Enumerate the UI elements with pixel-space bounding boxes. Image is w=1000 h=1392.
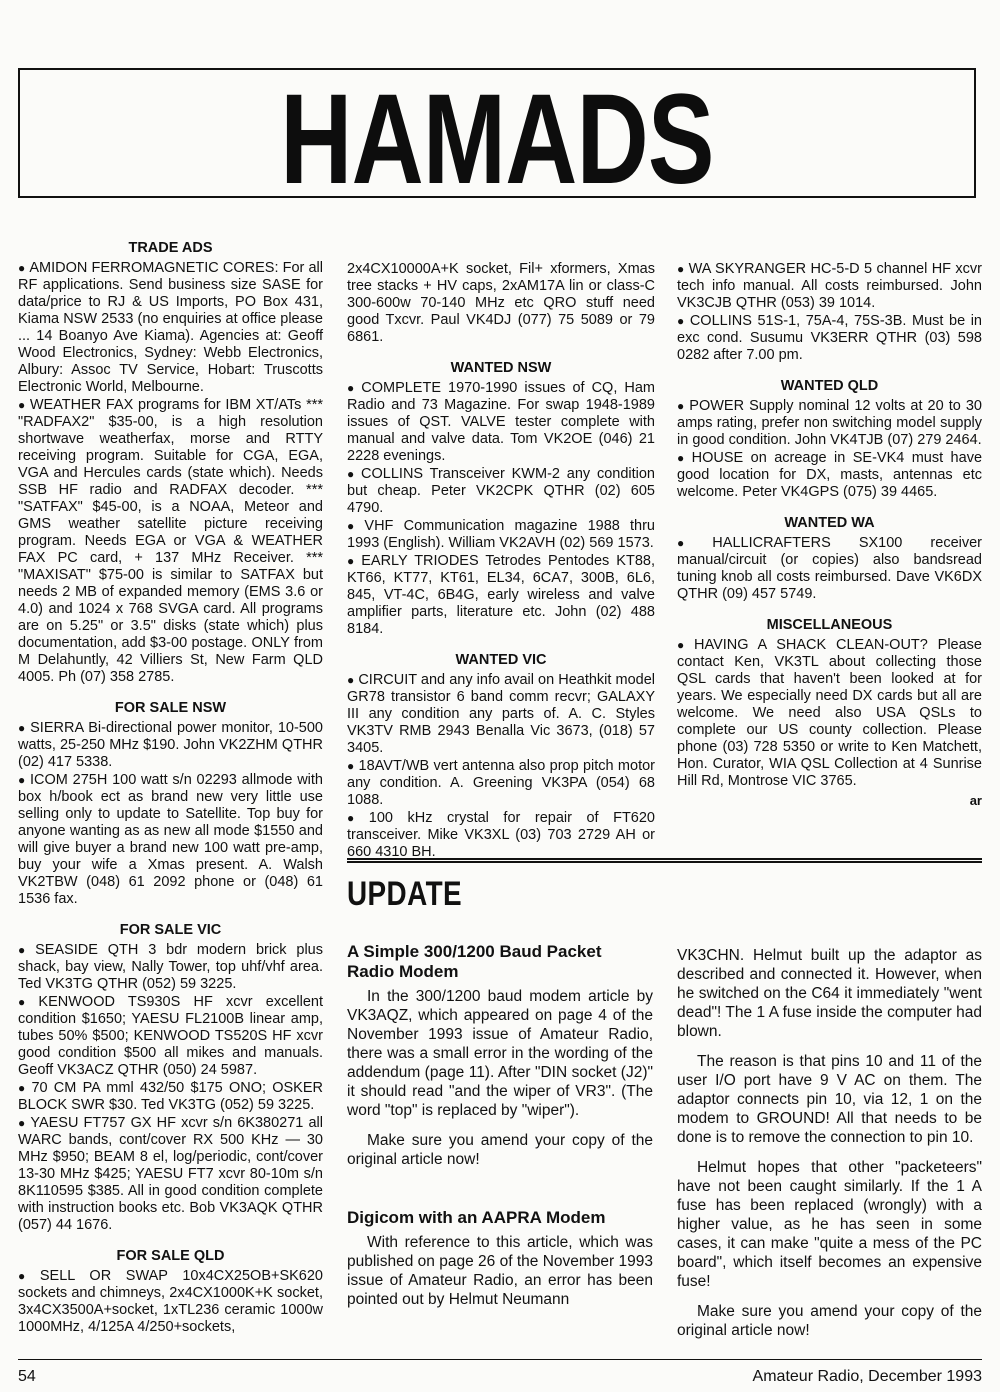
update-column-2 bbox=[677, 946, 982, 1351]
ad-item: ● SELL OR SWAP 10x4CX25OB+SK620 sockets and chimneys, 2x4CX1000K+K socket, 3x4CX3500A+socket, 1xTL236 ceramic 1000w 1000MHz, 4/125A 4/250+sockets, bbox=[18, 1268, 323, 1335]
bullet-icon: ● bbox=[677, 314, 686, 328]
article-paragraph: Helmut hopes that other "packeteers" have not been caught similarly. If the 1 A fuse has been replaced (wrongly) with a higher value, as he has seen in some cases, it can make "quite a mess of the PC board", which itself becomes an expensive fuse! bbox=[677, 1159, 982, 1290]
bullet-icon: ● bbox=[677, 638, 691, 652]
update-section-title: UPDATE bbox=[347, 875, 463, 913]
ad-item: ● 100 kHz crystal for repair of FT620 transceiver. Mike VK3XL (03) 703 2729 AH or 660 4310 BH. bbox=[347, 810, 655, 860]
article-paragraph: Make sure you amend your copy of the original article now! bbox=[677, 1303, 982, 1339]
section-heading-wanted-qld: WANTED QLD bbox=[780, 378, 879, 394]
page-number: 54 bbox=[18, 1368, 36, 1385]
bullet-icon: ● bbox=[18, 721, 27, 735]
bullet-icon: ● bbox=[18, 773, 26, 787]
section-heading-wanted-wa: WANTED WA bbox=[784, 515, 875, 531]
bullet-icon: ● bbox=[18, 1116, 27, 1130]
ad-item: ● EARLY TRIODES Tetrodes Pentodes KT88, KT66, KT77, KT61, EL34, 6CA7, 300B, 6L6, 845, VT-4C, 6B4G, early wireless and valve amplifier parts, literature etc. John (02) 488 8184. bbox=[347, 553, 655, 637]
section-heading-for-sale-qld: FOR SALE QLD bbox=[116, 1248, 225, 1264]
ad-item: ● COMPLETE 1970-1990 issues of CQ, Ham Radio and 73 Magazine. For swap 1948-1989 issues of QST. VALVE tester complete with manual and valve data. Tom VK2OE (046) 21 2228 evenings. bbox=[347, 380, 655, 464]
article-paragraph: With reference to this article, which was published on page 26 of the November 1993 issue of Amateur Radio, an error has been pointed out by Helmut Neumann bbox=[347, 1234, 653, 1308]
ad-item: ● COLLINS 51S-1, 75A-4, 75S-3B. Must be in exc cond. Susumu VK3ERR QTHR (03) 598 0282 after 7.00 pm. bbox=[677, 313, 982, 363]
classifieds-column-2 bbox=[347, 261, 655, 875]
article-heading-digicom: Digicom with an AAPRA Modem bbox=[347, 1208, 606, 1227]
bullet-icon: ● bbox=[347, 381, 358, 395]
ad-item: ● HALLICRAFTERS SX100 receiver manual/circuit (or copies) also bandsread tuning knob all costs reimbursed. Dave VK6DX QTHR (09) 457 5749. bbox=[677, 535, 982, 602]
ad-item: ● WEATHER FAX programs for IBM XT/ATs *** "RADFAX2" $35-00, is a high resolution shortwave weatherfax, morse and RTTY receiving program. Suitable for CGA, EGA, VGA and Hercules cards (state which). Needs SSB HF radio and RADFAX decoder. *** "SATFAX" $45-00, is a NOAA, Meteor and GMS weather satellite picture receiving program. Needs EGA or VGA & WEATHER FAX PC card, + 137 MHz Receiver. *** "MAXISAT" $75-00 is similar to SATFAX but needs 2 MB of expanded memory (EMS 3.6 or 4.0) and 1024 x 768 SVGA card. All programs are on 5.25" or 3.5" disks (state which) plus documentation, add $3-00 postage. ONLY from M Delahuntly, 42 Villiers St, New Farm QLD 4005. Ph (07) 358 2785. bbox=[18, 397, 323, 685]
ad-item: ● COLLINS Transceiver KWM-2 any condition but cheap. Peter VK2CPK QTHR (02) 605 4790. bbox=[347, 466, 655, 516]
bullet-icon: ● bbox=[18, 943, 32, 957]
section-heading-wanted-vic: WANTED VIC bbox=[455, 652, 547, 668]
ad-item: ● 18AVT/WB vert antenna also prop pitch motor any condition. A. Greening VK3PA (054) 68 1088. bbox=[347, 758, 655, 808]
bullet-icon: ● bbox=[347, 759, 355, 773]
ad-item: ● POWER Supply nominal 12 volts at 20 to 30 amps rating, prefer non switching model supply in good condition. John VK4TJB (07) 279 2464. bbox=[677, 398, 982, 448]
article-paragraph: VK3CHN. Helmut built up the adaptor as described and connected it. However, when he switched on the C64 it immediately "went dead"! The 1 A fuse inside the computer had blown. bbox=[677, 947, 982, 1040]
section-heading-for-sale-nsw: FOR SALE NSW bbox=[114, 700, 227, 716]
footer-rule bbox=[18, 1359, 982, 1360]
bullet-icon: ● bbox=[347, 519, 361, 533]
article-heading-packet-modem: A Simple 300/1200 Baud Packet Radio Modem bbox=[347, 942, 602, 981]
update-column-1 bbox=[347, 942, 653, 1320]
bullet-icon: ● bbox=[677, 262, 685, 276]
ad-item: ● AMIDON FERROMAGNETIC CORES: For all RF applications. Send business size SASE for data/price to RJ & US Imports, PO Box 431, Kiama NSW 2533 (no enquiries at office please ... 14 Boanyo Ave Kiama). Agencies at: Geoff Wood Electronics, Sydney: Webb Electronics, Albury: Assoc TV Service, Hobart: Truscotts Electronic World, Melbourne. bbox=[18, 260, 324, 395]
classifieds-column-1 bbox=[18, 240, 323, 1350]
ad-item: ● HOUSE on acreage in SE-VK4 must have good location for DX, masts, antennas etc welcome. Peter VK4GPS (075) 39 4465. bbox=[677, 450, 983, 500]
section-heading-miscellaneous: MISCELLANEOUS bbox=[766, 617, 893, 633]
ad-item: ● YAESU FT757 GX HF xcvr s/n 6K380271 all WARC bands, cont/cover RX 500 KHz — 30 MHz $950; BEAM 8 el, log/periodic, cont/cover 13-30 MHz $425; YAESU FT7 xcvr 80-10m s/n 8K110595 $385. All in good condition complete with instruction books etc. Bob VK3AQK QTHR (057) 44 1676. bbox=[18, 1115, 324, 1233]
masthead-box bbox=[18, 68, 976, 211]
ad-item: ● WA SKYRANGER HC-5-D 5 channel HF xcvr tech info manual. All costs reimbursed. John VK3CJB QTHR (053) 39 1014. bbox=[677, 261, 983, 311]
bullet-icon: ● bbox=[677, 536, 709, 550]
bullet-icon: ● bbox=[347, 467, 358, 481]
page-title: HAMADS bbox=[280, 68, 714, 211]
bullet-icon: ● bbox=[347, 673, 355, 687]
bullet-icon: ● bbox=[18, 261, 26, 275]
ad-item-continued: 2x4CX10000A+K socket, Fil+ xformers, Xmas tree stacks + HV caps, 2xAM17A lin or class-C 300-600w 70-140 MHz etc QRO stuff need good Txcvr. Paul VK4DJ (077) 75 5089 or 79 6861. bbox=[347, 261, 655, 345]
ad-item: ● VHF Communication magazine 1988 thru 1993 (English). William VK2AVH (02) 569 1573. bbox=[347, 518, 655, 551]
classifieds-column-3 bbox=[677, 261, 982, 823]
bullet-icon: ● bbox=[677, 451, 688, 465]
ad-item: ● 70 CM PA mml 432/50 $175 ONO; OSKER BLOCK SWR $30. Ted VK3TG (052) 59 3225. bbox=[18, 1080, 323, 1113]
bullet-icon: ● bbox=[677, 399, 686, 413]
bullet-icon: ● bbox=[18, 1081, 28, 1095]
article-paragraph: In the 300/1200 baud modem article by VK3AQZ, which appeared on page 4 of the November 1993 issue of Amateur Radio, there was a small error in the wording of the addendum (page 11). After "DIN socket (J2)" it should read "and the wiper of VR3". (The word "top" is replaced by "wiper"). bbox=[347, 988, 653, 1119]
publication-info: Amateur Radio, December 1993 bbox=[752, 1368, 982, 1385]
ad-item: ● HAVING A SHACK CLEAN-OUT? Please contact Ken, VK3TL about collecting those QSL cards that haven't been looked at for years. We especially need DX cards but all are welcome. We need also USA QSLs to complete our US county collection. Please phone (03) 728 5350 or write to Ken Matchett, Hon. Curator, WIA QSL Collection at 4 Sunrise Hill Rd, Montrose VIC 3765. bbox=[677, 637, 982, 789]
bullet-icon: ● bbox=[347, 811, 365, 825]
article-paragraph: Make sure you amend your copy of the original article now! bbox=[347, 1132, 653, 1168]
end-mark: ar bbox=[969, 793, 982, 808]
bullet-icon: ● bbox=[18, 398, 26, 412]
section-heading-for-sale-vic: FOR SALE VIC bbox=[119, 922, 222, 938]
section-heading-trade-ads: TRADE ADS bbox=[128, 240, 213, 256]
ad-item: ● SEASIDE QTH 3 bdr modern brick plus shack, bay view, Nally Tower, top uhf/vhf area. Ted VK3TG QTHR (052) 59 3225. bbox=[18, 942, 324, 992]
bullet-icon: ● bbox=[18, 995, 35, 1009]
ad-item: ● CIRCUIT and any info avail on Heathkit model GR78 transistor 6 band comm recvr; GALAXY III any condition any parts of. A. C. Styles VK3TV RMB 2943 Benalla Vic 3673, (018) 57 3405. bbox=[347, 672, 656, 756]
ad-item: ● ICOM 275H 100 watt s/n 02293 allmode with box h/book ect as brand new very little use selling only to update to Satellite. Top buy for anyone wanting as as new all mode $1550 and will give buyer a brand new 100 watt pre-amp, buy your wife a Xmas present. A. Walsh VK2TBW (048) 61 2092 phone or (048) 61 1536 fax. bbox=[18, 772, 323, 907]
section-heading-wanted-nsw: WANTED NSW bbox=[450, 360, 552, 376]
ad-item: ● SIERRA Bi-directional power monitor, 10-500 watts, 25-250 MHz $190. John VK2ZHM QTHR (02) 417 5338. bbox=[18, 720, 324, 770]
ad-item: ● KENWOOD TS930S HF xcvr excellent condition $1650; YAESU FL2100B linear amp, tubes 50% $500; KENWOOD TS520S HF xcvr good condition $500 all mikes and manuals. Geoff VK3ACZ QTHR (050) 24 5987. bbox=[18, 994, 323, 1078]
article-paragraph: The reason is that pins 10 and 11 of the user I/O port have 9 V AC on them. The adaptor connects pin 10, via 12, 1 on the modem to GROUND! All that needs to be done is to remove the connection to pin 10. bbox=[677, 1053, 982, 1146]
bullet-icon: ● bbox=[347, 554, 358, 568]
update-rule-divider bbox=[347, 858, 982, 863]
bullet-icon: ● bbox=[18, 1269, 36, 1283]
